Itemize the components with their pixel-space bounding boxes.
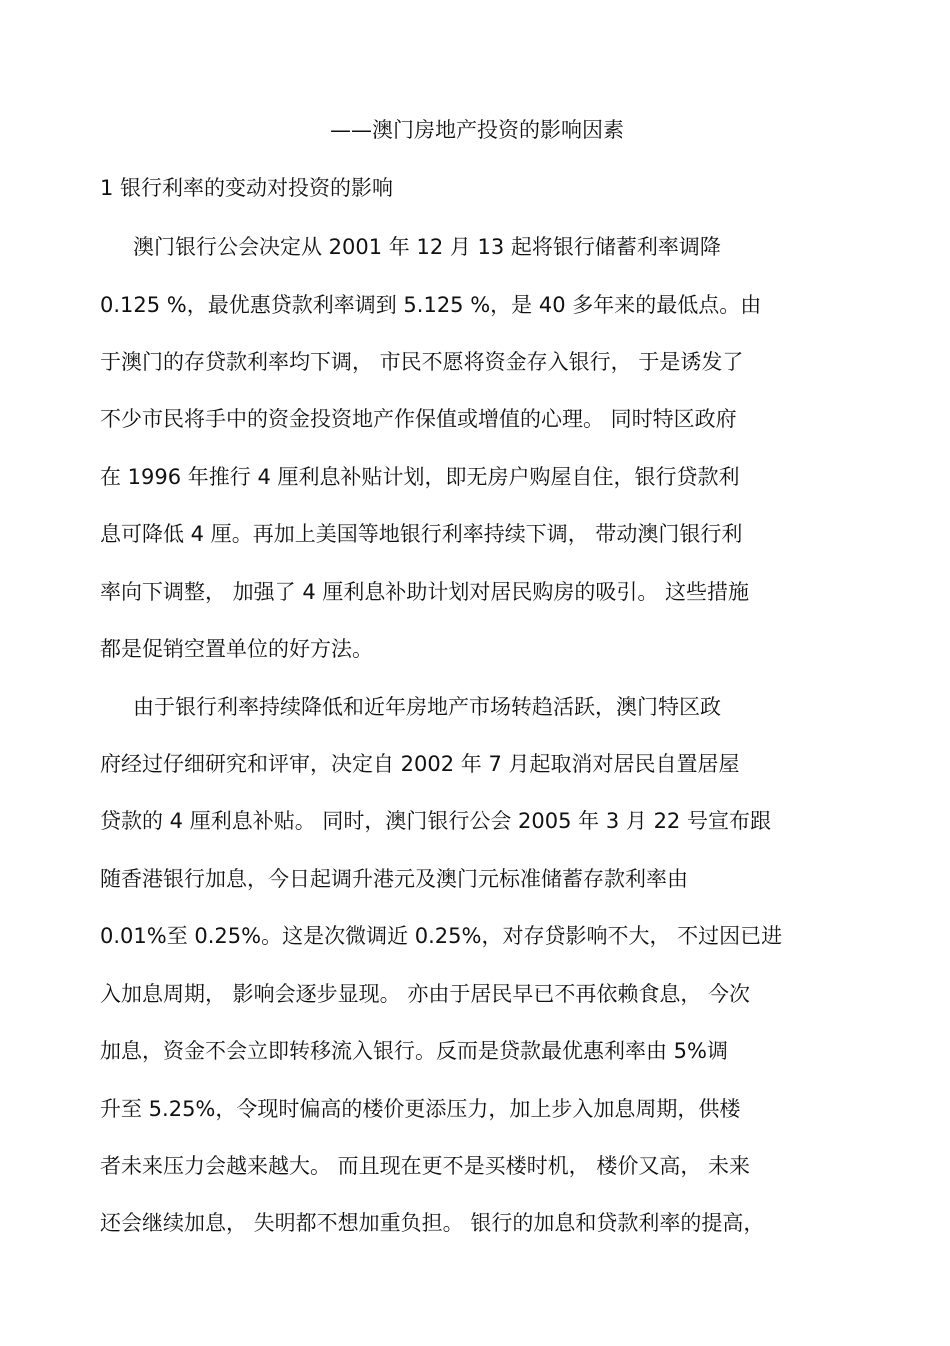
paragraph-line: 升至 5.25%，令现时偏高的楼价更添压力，加上步入加息周期，供楼 — [100, 1097, 741, 1121]
paragraph-line: 于澳门的存贷款利率均下调， 市民不愿将资金存入银行， 于是诱发了 — [100, 350, 744, 374]
paragraph-line: 随香港银行加息，今日起调升港元及澳门元标准储蓄存款利率由 — [100, 867, 688, 891]
paragraph-line: 加息，资金不会立即转移流入银行。反而是贷款最优惠利率由 5%调 — [100, 1039, 728, 1063]
paragraph-line: 由于银行利率持续降低和近年房地产市场转趋活跃，澳门特区政 — [133, 695, 721, 719]
paragraph-line: 0.125 %，最优惠贷款利率调到 5.125 %，是 40 多年来的最低点。由 — [100, 293, 762, 317]
paragraph-line: 入加息周期， 影响会逐步显现。 亦由于居民早已不再依赖食息， 今次 — [100, 982, 751, 1006]
paragraph-line: 0.01%至 0.25%。这是次微调近 0.25%，对存贷影响不大， 不过因已进 — [100, 924, 783, 948]
paragraph-line: 府经过仔细研究和评审，决定自 2002 年 7 月起取消对居民自置居屋 — [100, 752, 740, 776]
paragraph-line: 率向下调整， 加强了 4 厘利息补助计划对居民购房的吸引。 这些措施 — [100, 580, 750, 604]
section-heading: 1 银行利率的变动对投资的影响 — [100, 176, 394, 200]
paragraph-line: 都是促销空置单位的好方法。 — [100, 637, 373, 661]
paragraph-line: 在 1996 年推行 4 厘利息补贴计划，即无房户购屋自住，银行贷款利 — [100, 465, 740, 489]
paragraph-line: 者未来压力会越来越大。 而且现在更不是买楼时机， 楼价又高， 未来 — [100, 1154, 751, 1178]
paragraph-line: 澳门银行公会决定从 2001 年 12 月 13 起将银行储蓄利率调降 — [133, 235, 721, 259]
document-title: ——澳门房地产投资的影响因素 — [330, 118, 624, 142]
paragraph-line: 不少市民将手中的资金投资地产作保值或增值的心理。 同时特区政府 — [100, 407, 737, 431]
paragraph-line: 还会继续加息， 失明都不想加重负担。 银行的加息和贷款利率的提高， — [100, 1211, 765, 1235]
paragraph-line: 贷款的 4 厘利息补贴。 同时，澳门银行公会 2005 年 3 月 22 号宣布跟 — [100, 809, 771, 833]
paragraph-line: 息可降低 4 厘。再加上美国等地银行利率持续下调， 带动澳门银行利 — [100, 522, 743, 546]
